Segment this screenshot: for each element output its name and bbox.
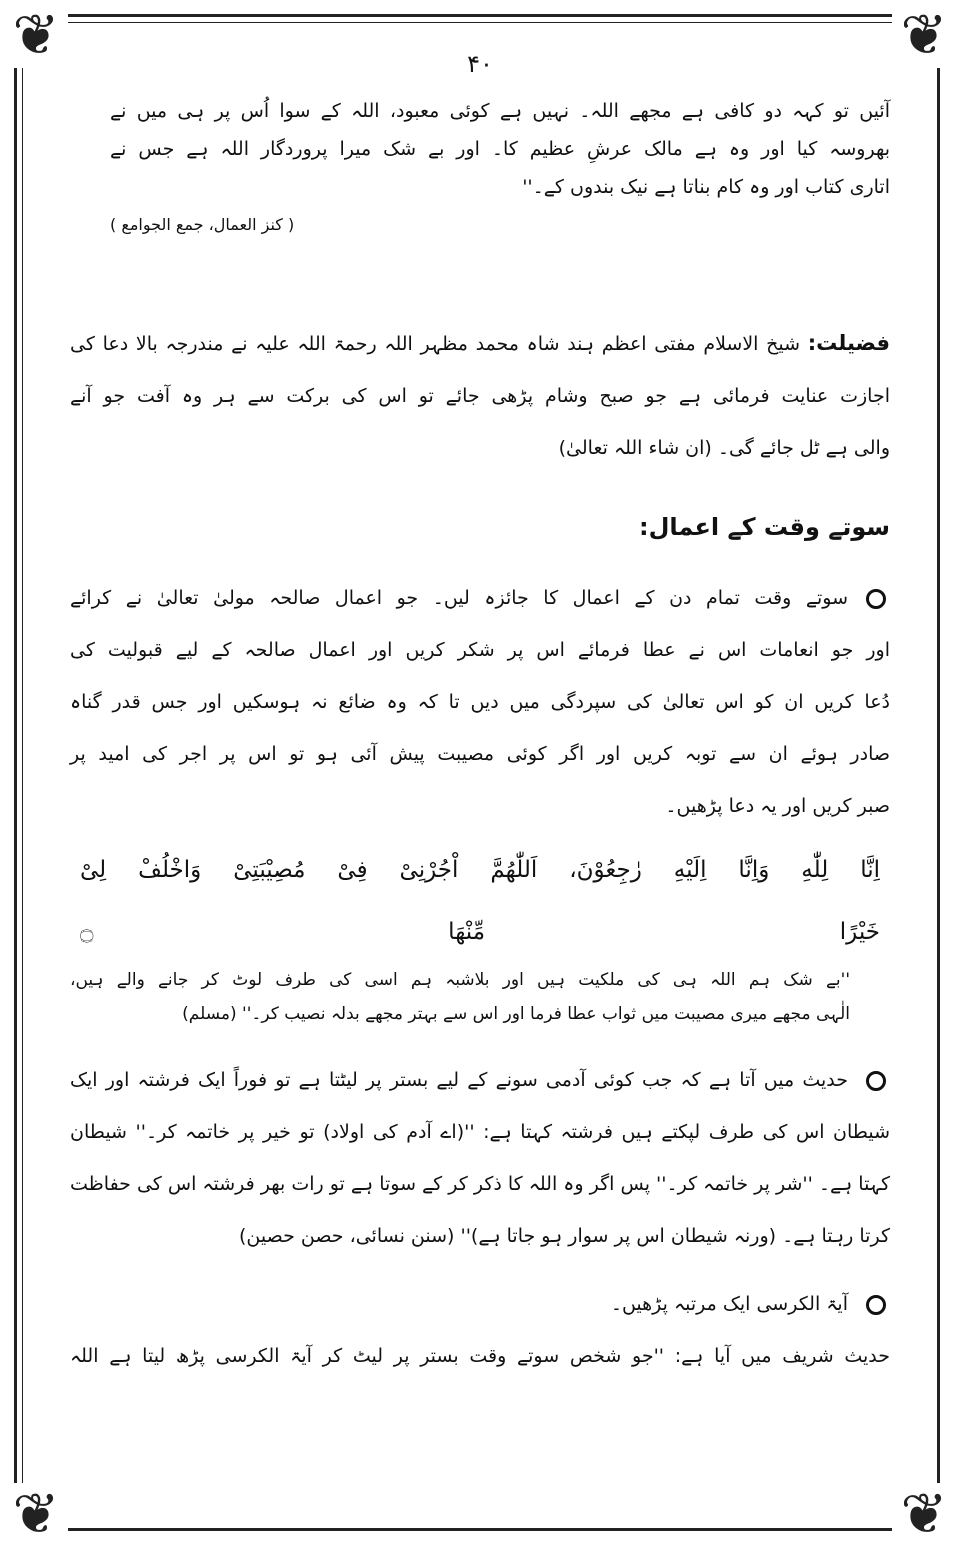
bullet-circle-icon	[866, 589, 886, 609]
bullet1-line: دُعا کریں ان کو اس تعالیٰ کی سپردگی میں دیں تا کہ وہ ضائع نہ ہوسکیں اور جس قدر گناہ	[70, 691, 890, 713]
fazilat-line: والی ہے ٹل جائے گی۔ (ان شاء اللہ تعالیٰ)	[558, 437, 890, 459]
bullet1-line: صادر ہوئے ان سے توبہ کریں اور اگر کوئی مصیبت پیش آئی ہو تو اس پر اجر کی امید پر	[70, 743, 890, 765]
quote-line: بھروسہ کیا اور وہ ہے مالک عرشِ عظیم کا۔ اور بے شک میرا پروردگار اللہ ہے جس نے	[110, 138, 890, 160]
quote-line: آئیں تو کہہ دو کافی ہے مجھے اللہ۔ نہیں ہے کوئی معبود، اللہ کے سوا اُس پر ہی میں نے	[110, 100, 890, 122]
arabic-dua-line: خَيْرًا مِّنْهَا ۝	[80, 919, 880, 945]
arabic-dua-line: اِنَّا لِلّٰهِ وَاِنَّا اِلَيْهِ رٰجِعُوْنَ، اَللّٰهُمَّ اْجُرْنِیْ فِیْ مُصِيْبَتِیْ وَاخْلُفْ لِیْ	[80, 857, 880, 883]
hadith-line: حدیث شریف میں آیا ہے: ''جو شخص سوتے وقت بستر پر لیٹ کر آیۃ الکرسی پڑھ لیتا ہے اللہ	[70, 1345, 890, 1367]
quote-line: اتاری کتاب اور وہ کام بناتا ہے نیک بندوں کے۔''	[522, 176, 890, 198]
bullet-circle-icon	[866, 1295, 886, 1315]
bullet2-line: شیطان اس کی طرف لپکتے ہیں فرشتہ کہتا ہے: ''(اے آدم کی اولاد) تو خیر پر خاتمہ کر۔'' شیطان	[70, 1121, 890, 1143]
bullet-item	[70, 1285, 890, 1323]
translation-line: الٰہی مجھے میری مصیبت میں ثواب عطا فرما اور اس سے بہتر مجھے بدلہ نصیب کر۔'' (مسلم)	[182, 1004, 850, 1024]
bullet3-line: آیۃ الکرسی ایک مرتبہ پڑھیں۔	[610, 1293, 848, 1315]
bullet1-line: صبر کریں اور یہ دعا پڑھیں۔	[665, 795, 890, 817]
corner-ornament-icon: ❦	[892, 1483, 956, 1547]
bullet-item	[70, 579, 890, 617]
section-heading: سوتے وقت کے اعمال:	[639, 513, 890, 541]
bullet2-line: کرتا رہتا ہے۔ (ورنہ شیطان اس پر سوار ہو جاتا ہے)'' (سنن نسائی، حصن حصین)	[238, 1225, 890, 1247]
bullet-circle-icon	[866, 1071, 886, 1091]
bullet1-line: اور جو انعامات اس نے عطا فرمائے اس پر شکر کریں اور اعمال صالحہ کے لیے قبولیت کی	[70, 639, 890, 661]
fazilat-line: اجازت عنایت فرمائی ہے جو صبح وشام پڑھی جائے تو اس کی برکت سے ہر وہ آفت جو آنے	[70, 385, 890, 407]
bullet2-line: کہتا ہے۔ ''شر پر خاتمہ کر۔'' پس اگر وہ اللہ کا ذکر کر کے سوتا ہے تو رات بھر فرشتہ اس کی حفاظت	[70, 1173, 891, 1195]
corner-ornament-icon: ❦	[4, 4, 68, 68]
fazilat-label: فضیلت:	[807, 331, 890, 355]
page-content	[70, 92, 890, 1375]
translation-line: ''بے شک ہم اللہ ہی کی ملکیت ہیں اور بلاشبہ ہم اسی کی طرف لوٹ کر جانے والے ہیں،	[70, 970, 850, 990]
bullet-item	[70, 1061, 890, 1099]
quote-reference: ( کنز العمال، جمع الجوامع )	[110, 215, 295, 234]
corner-ornament-icon: ❦	[4, 1483, 68, 1547]
bullet1-line: سوتے وقت تمام دن کے اعمال کا جائزہ لیں۔ جو اعمال صالحہ مولیٰ تعالیٰ نے کرائے	[70, 587, 848, 609]
fazilat-text: شیخ الاسلام مفتی اعظم ہند شاہ محمد مظہر اللہ رحمۃ اللہ علیہ نے مندرجہ بالا دعا کی	[70, 333, 801, 355]
page-number: ۴۰	[467, 50, 493, 78]
corner-ornament-icon: ❦	[892, 4, 956, 68]
fazilat-line	[70, 324, 890, 363]
bullet2-line: حدیث میں آتا ہے کہ جب کوئی آدمی سونے کے لیے بستر پر لیٹتا ہے تو فوراً ایک فرشتہ اور ایک	[70, 1069, 848, 1091]
